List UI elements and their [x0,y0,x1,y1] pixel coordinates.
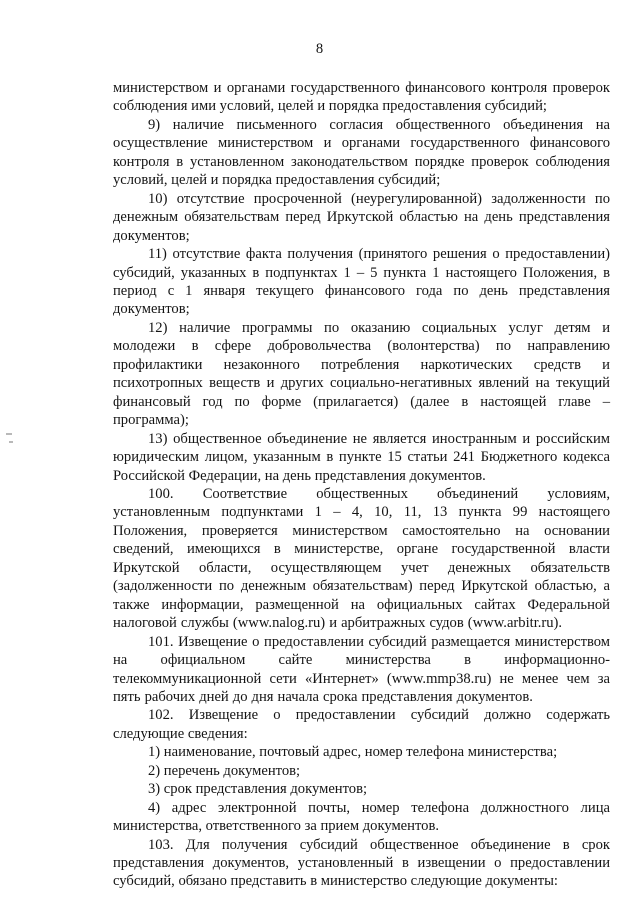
paragraph-item-10: 10) отсутствие просроченной (неурегулированной) задолженности по денежным обязательствам перед Иркутской областью на день представления документов; [113,190,610,244]
paragraph-item-102-3: 3) срок представления документов; [148,781,368,798]
paragraph-item-11: 11) отсутствие факта получения (принятого решения о предоставлении) субсидий, указанных в подпунктах 1 – 5 пункта 1 настоящего Положения, в период с 1 января текущего финансового года по день представления документов; [113,246,610,318]
margin-mark [9,441,13,443]
paragraph-continuation: министерством и органами государственного финансового контроля проверок соблюдения ими условий, целей и порядка предоставления субсидий; [113,80,610,115]
paragraph-item-9: 9) наличие письменного согласия общественного объединения на осуществление министерством и органами государственного финансового контроля в установленном законодательством порядке проверок соблюдения условий, целей и порядка предоставления субсидий; [113,116,610,189]
paragraph-section-102: 102. Извещение о предоставлении субсидий должно содержать следующие сведения: [113,707,610,742]
paragraph-section-103: 103. Для получения субсидий общественное объединение в срок представления документов, установленный в извещении о предоставлении субсидий, обязано представить в министерство следующие документы: [113,836,610,890]
paragraph-item-13: 13) общественное объединение не является иностранным и российским юридическим лицом, указанным в пункте 15 статьи 241 Бюджетного кодекса Российской Федерации, на день представления документов. [113,430,610,484]
margin-mark [6,433,12,435]
page-number: 8 [315,41,324,57]
paragraph-item-12: 12) наличие программы по оказанию социальных услуг детям и молодежи в сфере добровольчества (волонтерства) по направлению профилактики незаконного потребления наркотических средств и психотропных веществ и других социально-негативных явлений на текущий финансовый год по форме (прилагается) (далее в настоящей главе – программа); [113,319,610,429]
paragraph-section-101: 101. Извещение о предоставлении субсидий размещается министерством на официальном сайте министерства в информационно-телекоммуникационной сети «Интернет» (www.mmp38.ru) не менее чем за пять рабочих дней до дня начала срока представления документов. [113,633,610,705]
paragraph-item-102-2: 2) перечень документов; [148,762,301,779]
paragraph-section-100: 100. Соответствие общественных объединений условиям, установленным подпунктами 1 – 4, 10, 11, 13 пункта 99 настоящего Положения, проверяется министерством самостоятельно на основании сведений, имеющихся в министерстве, органе государственной власти Иркутской области, осуществляющем учет денежных обязательств (задолженности по денежным обязательствам) перед Иркутской областью, а также информации, размещенной на официальных сайтах Федеральной налоговой службы (www.nalog.ru) и арбитражных судов (www.arbitr.ru). [113,485,610,632]
paragraph-item-102-1: 1) наименование, почтовый адрес, номер телефона министерства; [148,744,558,761]
document-body [113,79,610,891]
paragraph-item-102-4: 4) адрес электронной почты, номер телефона должностного лица министерства, ответственного за прием документов. [113,799,610,835]
